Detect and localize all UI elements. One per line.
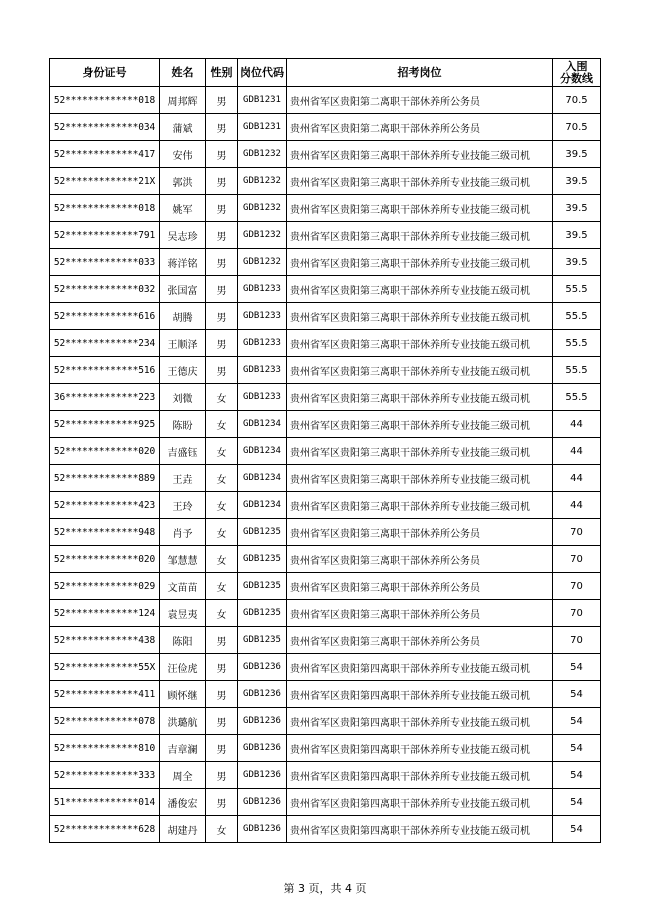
header-id: 身份证号: [50, 59, 160, 87]
cell-code: GDB1236: [238, 681, 287, 708]
cell-name: 肖予: [160, 519, 206, 546]
cell-id: 52*************034: [50, 114, 160, 141]
cell-gender: 女: [206, 546, 238, 573]
cell-name: 王垚: [160, 465, 206, 492]
cell-name: 刘微: [160, 384, 206, 411]
cell-id: 52*************791: [50, 222, 160, 249]
cell-score: 70: [553, 573, 601, 600]
cell-post: 贵州省军区贵阳第三离职干部休养所专业技能五级司机: [287, 303, 553, 330]
cell-score: 70: [553, 546, 601, 573]
cell-score: 54: [553, 735, 601, 762]
cell-code: GDB1235: [238, 573, 287, 600]
cell-gender: 男: [206, 627, 238, 654]
cell-score: 39.5: [553, 249, 601, 276]
table-row: [50, 114, 601, 141]
cell-name: 蒲斌: [160, 114, 206, 141]
cell-id: 52*************020: [50, 546, 160, 573]
cell-id: 52*************417: [50, 141, 160, 168]
cell-score: 55.5: [553, 357, 601, 384]
cell-id: 52*************234: [50, 330, 160, 357]
cell-gender: 男: [206, 708, 238, 735]
table-row: [50, 411, 601, 438]
cell-name: 安伟: [160, 141, 206, 168]
cell-gender: 男: [206, 789, 238, 816]
cell-score: 54: [553, 816, 601, 843]
cell-id: 52*************018: [50, 87, 160, 114]
cell-name: 顾怀继: [160, 681, 206, 708]
table-row: [50, 222, 601, 249]
cell-score: 70.5: [553, 87, 601, 114]
cell-score: 70: [553, 519, 601, 546]
cell-score: 44: [553, 492, 601, 519]
cell-score: 70.5: [553, 114, 601, 141]
cell-code: GDB1235: [238, 600, 287, 627]
cell-gender: 男: [206, 654, 238, 681]
cell-gender: 女: [206, 492, 238, 519]
cell-code: GDB1233: [238, 357, 287, 384]
cell-post: 贵州省军区贵阳第三离职干部休养所专业技能三级司机: [287, 168, 553, 195]
results-table-container: [49, 58, 601, 843]
cell-score: 54: [553, 681, 601, 708]
table-row: [50, 195, 601, 222]
cell-gender: 女: [206, 600, 238, 627]
table-row: [50, 681, 601, 708]
cell-gender: 女: [206, 384, 238, 411]
table-row: [50, 573, 601, 600]
cell-score: 44: [553, 465, 601, 492]
cell-name: 周邦辉: [160, 87, 206, 114]
cell-score: 44: [553, 411, 601, 438]
cell-code: GDB1231: [238, 114, 287, 141]
cell-code: GDB1234: [238, 438, 287, 465]
cell-name: 文苗苗: [160, 573, 206, 600]
cell-code: GDB1234: [238, 492, 287, 519]
cell-post: 贵州省军区贵阳第四离职干部休养所专业技能五级司机: [287, 816, 553, 843]
cell-gender: 男: [206, 114, 238, 141]
cell-gender: 女: [206, 573, 238, 600]
cell-post: 贵州省军区贵阳第四离职干部休养所专业技能五级司机: [287, 654, 553, 681]
cell-post: 贵州省军区贵阳第三离职干部休养所公务员: [287, 573, 553, 600]
cell-name: 王玲: [160, 492, 206, 519]
cell-id: 52*************029: [50, 573, 160, 600]
table-row: [50, 249, 601, 276]
cell-gender: 女: [206, 465, 238, 492]
header-code: 岗位代码: [238, 59, 287, 87]
cell-score: 55.5: [553, 276, 601, 303]
cell-score: 39.5: [553, 168, 601, 195]
cell-post: 贵州省军区贵阳第三离职干部休养所专业技能五级司机: [287, 330, 553, 357]
table-row: [50, 384, 601, 411]
header-score-line2: 分数线: [560, 71, 593, 85]
cell-post: 贵州省军区贵阳第二离职干部休养所公务员: [287, 87, 553, 114]
cell-id: 52*************889: [50, 465, 160, 492]
cell-post: 贵州省军区贵阳第三离职干部休养所专业技能三级司机: [287, 222, 553, 249]
cell-score: 39.5: [553, 195, 601, 222]
cell-id: 52*************078: [50, 708, 160, 735]
cell-code: GDB1235: [238, 546, 287, 573]
cell-id: 52*************333: [50, 762, 160, 789]
cell-score: 55.5: [553, 303, 601, 330]
cell-score: 54: [553, 708, 601, 735]
cell-id: 52*************032: [50, 276, 160, 303]
cell-post: 贵州省军区贵阳第四离职干部休养所专业技能五级司机: [287, 708, 553, 735]
header-post: 招考岗位: [287, 59, 553, 87]
table-row: [50, 627, 601, 654]
cell-name: 汪俭虎: [160, 654, 206, 681]
cell-code: GDB1236: [238, 816, 287, 843]
table-row: [50, 438, 601, 465]
cell-post: 贵州省军区贵阳第三离职干部休养所公务员: [287, 627, 553, 654]
cell-gender: 男: [206, 87, 238, 114]
cell-name: 陈盼: [160, 411, 206, 438]
table-row: [50, 276, 601, 303]
cell-id: 52*************018: [50, 195, 160, 222]
cell-code: GDB1233: [238, 303, 287, 330]
cell-name: 胡建丹: [160, 816, 206, 843]
cell-gender: 女: [206, 411, 238, 438]
cell-id: 52*************628: [50, 816, 160, 843]
cell-gender: 男: [206, 357, 238, 384]
cell-name: 潘俊宏: [160, 789, 206, 816]
cell-code: GDB1231: [238, 87, 287, 114]
cell-code: GDB1236: [238, 735, 287, 762]
cell-code: GDB1236: [238, 708, 287, 735]
table-row: [50, 141, 601, 168]
cell-name: 陈阳: [160, 627, 206, 654]
cell-post: 贵州省军区贵阳第三离职干部休养所专业技能三级司机: [287, 249, 553, 276]
table-row: [50, 762, 601, 789]
cell-gender: 男: [206, 168, 238, 195]
table-row: [50, 654, 601, 681]
cell-gender: 男: [206, 762, 238, 789]
cell-id: 52*************124: [50, 600, 160, 627]
cell-code: GDB1234: [238, 465, 287, 492]
cell-code: GDB1232: [238, 195, 287, 222]
cell-post: 贵州省军区贵阳第三离职干部休养所专业技能三级司机: [287, 411, 553, 438]
table-row: [50, 546, 601, 573]
cell-post: 贵州省军区贵阳第四离职干部休养所专业技能五级司机: [287, 762, 553, 789]
cell-name: 王顺泽: [160, 330, 206, 357]
cell-code: GDB1232: [238, 168, 287, 195]
cell-code: GDB1232: [238, 141, 287, 168]
cell-gender: 男: [206, 276, 238, 303]
cell-post: 贵州省军区贵阳第三离职干部休养所专业技能三级司机: [287, 465, 553, 492]
cell-score: 39.5: [553, 141, 601, 168]
table-row: [50, 303, 601, 330]
cell-gender: 男: [206, 303, 238, 330]
results-table: [49, 58, 601, 843]
cell-code: GDB1236: [238, 789, 287, 816]
cell-post: 贵州省军区贵阳第三离职干部休养所专业技能五级司机: [287, 384, 553, 411]
cell-name: 袁昱夷: [160, 600, 206, 627]
cell-score: 70: [553, 627, 601, 654]
cell-post: 贵州省军区贵阳第三离职干部休养所专业技能三级司机: [287, 438, 553, 465]
cell-code: GDB1236: [238, 654, 287, 681]
cell-code: GDB1232: [238, 222, 287, 249]
header-score-line1: 入围: [565, 59, 588, 73]
table-row: [50, 708, 601, 735]
cell-post: 贵州省军区贵阳第三离职干部休养所公务员: [287, 600, 553, 627]
cell-id: 52*************516: [50, 357, 160, 384]
cell-name: 王德庆: [160, 357, 206, 384]
cell-name: 邹慧慧: [160, 546, 206, 573]
cell-gender: 男: [206, 735, 238, 762]
cell-score: 44: [553, 438, 601, 465]
cell-id: 52*************948: [50, 519, 160, 546]
cell-name: 姚军: [160, 195, 206, 222]
cell-id: 52*************21X: [50, 168, 160, 195]
header-score: [553, 59, 601, 87]
cell-gender: 男: [206, 141, 238, 168]
page-footer: 第 3 页，共 4 页: [283, 882, 367, 895]
cell-post: 贵州省军区贵阳第三离职干部休养所公务员: [287, 546, 553, 573]
cell-score: 54: [553, 762, 601, 789]
cell-gender: 男: [206, 195, 238, 222]
table-body: [50, 87, 601, 843]
cell-score: 54: [553, 654, 601, 681]
cell-code: GDB1236: [238, 762, 287, 789]
cell-name: 郭洪: [160, 168, 206, 195]
cell-score: 55.5: [553, 384, 601, 411]
cell-id: 52*************020: [50, 438, 160, 465]
cell-post: 贵州省军区贵阳第四离职干部休养所专业技能五级司机: [287, 735, 553, 762]
cell-id: 52*************423: [50, 492, 160, 519]
cell-post: 贵州省军区贵阳第三离职干部休养所专业技能三级司机: [287, 195, 553, 222]
cell-code: GDB1233: [238, 276, 287, 303]
cell-score: 39.5: [553, 222, 601, 249]
table-row: [50, 789, 601, 816]
table-row: [50, 492, 601, 519]
cell-name: 蒋洋铭: [160, 249, 206, 276]
cell-id: 52*************810: [50, 735, 160, 762]
table-row: [50, 519, 601, 546]
table-row: [50, 816, 601, 843]
cell-gender: 男: [206, 330, 238, 357]
cell-gender: 男: [206, 249, 238, 276]
cell-post: 贵州省军区贵阳第三离职干部休养所公务员: [287, 519, 553, 546]
cell-post: 贵州省军区贵阳第四离职干部休养所专业技能五级司机: [287, 789, 553, 816]
cell-code: GDB1233: [238, 330, 287, 357]
cell-id: 52*************411: [50, 681, 160, 708]
cell-name: 吉章澜: [160, 735, 206, 762]
cell-id: 52*************033: [50, 249, 160, 276]
table-row: [50, 600, 601, 627]
table-row: [50, 465, 601, 492]
cell-post: 贵州省军区贵阳第二离职干部休养所公务员: [287, 114, 553, 141]
cell-gender: 女: [206, 438, 238, 465]
table-row: [50, 168, 601, 195]
header-name: 姓名: [160, 59, 206, 87]
table-row: [50, 735, 601, 762]
cell-code: GDB1235: [238, 519, 287, 546]
cell-id: 52*************438: [50, 627, 160, 654]
cell-post: 贵州省军区贵阳第三离职干部休养所专业技能五级司机: [287, 357, 553, 384]
cell-gender: 女: [206, 519, 238, 546]
cell-code: GDB1234: [238, 411, 287, 438]
cell-post: 贵州省军区贵阳第三离职干部休养所专业技能三级司机: [287, 141, 553, 168]
cell-gender: 男: [206, 681, 238, 708]
cell-id: 51*************014: [50, 789, 160, 816]
table-header-row: [50, 59, 601, 87]
cell-name: 吉盛钰: [160, 438, 206, 465]
table-row: [50, 357, 601, 384]
table-row: [50, 87, 601, 114]
cell-code: GDB1232: [238, 249, 287, 276]
cell-score: 55.5: [553, 330, 601, 357]
cell-code: GDB1233: [238, 384, 287, 411]
table-row: [50, 330, 601, 357]
cell-post: 贵州省军区贵阳第三离职干部休养所专业技能五级司机: [287, 276, 553, 303]
cell-name: 洪璐航: [160, 708, 206, 735]
cell-name: 张国富: [160, 276, 206, 303]
cell-code: GDB1235: [238, 627, 287, 654]
cell-post: 贵州省军区贵阳第四离职干部休养所专业技能五级司机: [287, 681, 553, 708]
header-gender: 性别: [206, 59, 238, 87]
cell-id: 52*************55X: [50, 654, 160, 681]
cell-name: 周全: [160, 762, 206, 789]
cell-post: 贵州省军区贵阳第三离职干部休养所专业技能三级司机: [287, 492, 553, 519]
cell-score: 70: [553, 600, 601, 627]
cell-id: 52*************925: [50, 411, 160, 438]
cell-id: 36*************223: [50, 384, 160, 411]
cell-score: 54: [553, 789, 601, 816]
cell-id: 52*************616: [50, 303, 160, 330]
cell-gender: 女: [206, 816, 238, 843]
cell-name: 吴志珍: [160, 222, 206, 249]
cell-name: 胡腾: [160, 303, 206, 330]
cell-gender: 男: [206, 222, 238, 249]
